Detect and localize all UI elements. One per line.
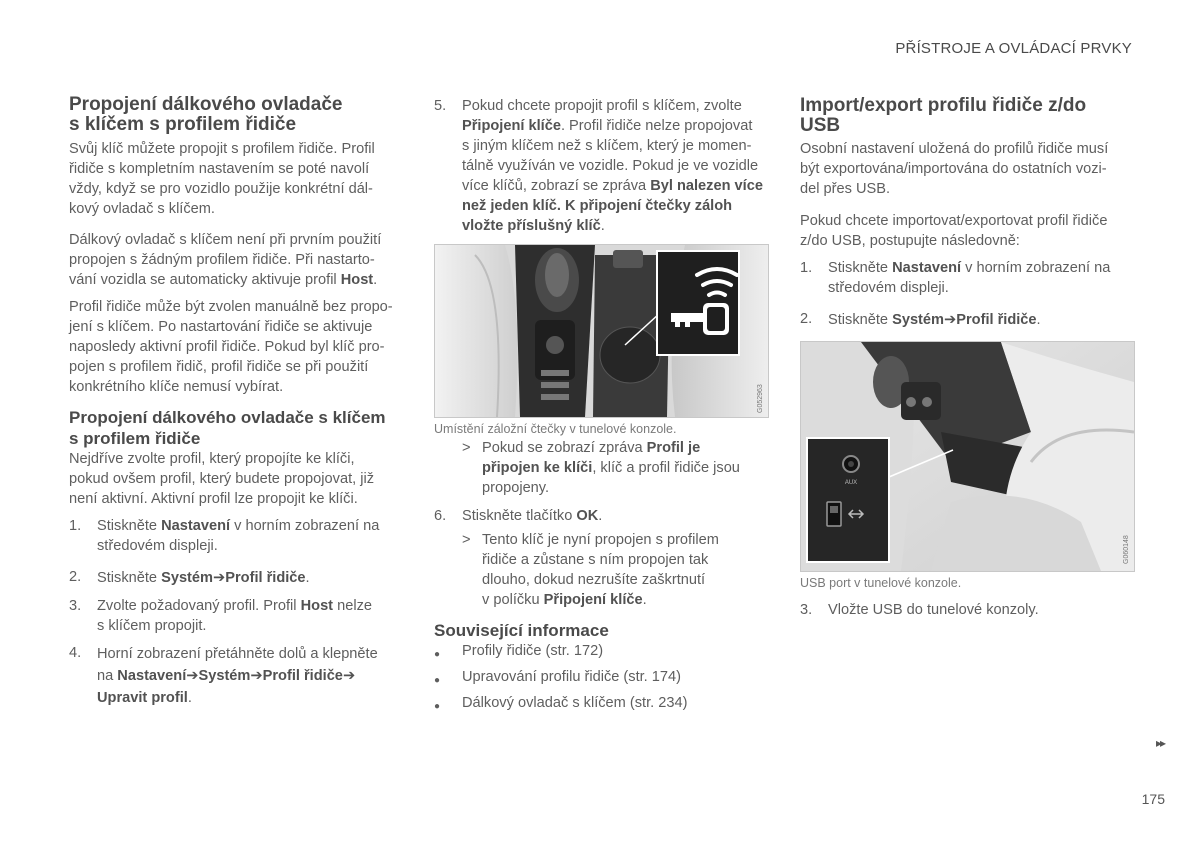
text-line: Tento klíč je nyní propojen s profilem (482, 532, 719, 548)
related-link-1[interactable] (434, 641, 769, 661)
paragraph-manual (69, 297, 404, 397)
text-line: Profil řidiče může být zvolen manuálně bez propo- (69, 299, 393, 315)
text-line: Osobní nastavení uložená do profilů řidiče musí (800, 141, 1109, 157)
text-line: . (600, 218, 605, 234)
text-line: v políčku (482, 592, 544, 608)
step-text: Vložte USB do tunelové konzoly. (828, 602, 1039, 618)
text-line: s jiným klíčem než s klíčem, který je momen- (462, 138, 752, 154)
subsection-title (69, 407, 386, 449)
text-line: řidiče s kompletním nastavením se poté navolí (69, 161, 370, 177)
step-number: 1. (800, 260, 813, 276)
section-title (69, 95, 342, 135)
related-link-text[interactable]: Dálkový ovladač s klíčem (str. 234) (462, 695, 688, 711)
step-text (97, 516, 379, 556)
text-line: , klíč a profil řidiče jsou (592, 460, 740, 476)
bold-term: OK (576, 508, 599, 524)
paragraph-intro (69, 139, 404, 219)
bullet-icon: ● (434, 675, 441, 686)
text-line: del přes USB. (800, 181, 891, 197)
text-line: Dálkový ovladač s klíčem není při prvním použití (69, 232, 382, 248)
bullet-icon: ● (434, 701, 441, 712)
text-line: jení s klíčem. Po nastartování řidiče se aktivuje (69, 319, 373, 335)
step-number: 3. (800, 602, 813, 618)
step-text (97, 596, 372, 636)
bold-term: Systém (161, 570, 214, 586)
usb-step-3 (800, 600, 1135, 622)
aux-label: AUX (844, 480, 858, 486)
related-link-2[interactable] (434, 667, 769, 687)
bold-term: než jeden klíč. K připojení čtečky záloh (462, 198, 733, 214)
image-caption: Umístění záložní čtečky v tunelové konzole. (434, 422, 677, 436)
result-text (482, 438, 740, 498)
step-text (462, 506, 602, 526)
backup-reader-photo (434, 244, 769, 418)
step-1 (69, 516, 404, 558)
bold-term: Nastavení (892, 260, 962, 276)
step-6 (434, 506, 769, 528)
usb-step-2 (800, 309, 1135, 331)
text-line: Zvolte požadovaný profil. Profil (97, 598, 301, 614)
text-line: vání vozidla se automaticky aktivuje profil (69, 272, 341, 288)
text-line: být exportována/importována do ostatních vozi- (800, 161, 1107, 177)
bold-term: Host (300, 598, 334, 614)
bold-term: Profil řidiče (956, 312, 1037, 328)
step-5 (434, 96, 769, 236)
text-line: Nejdříve zvolte profil, který propojíte ke klíči, (69, 451, 355, 467)
step-number: 3. (69, 598, 82, 614)
result-marker: > (462, 440, 471, 456)
arrow-icon: ➔ (944, 312, 957, 328)
bold-term: Host (340, 272, 374, 288)
text-line: není aktivní. Aktivní profil lze propojit ke klíči. (69, 491, 358, 507)
step-number: 5. (434, 98, 447, 114)
page-number: 175 (1141, 791, 1165, 807)
text-line: nelze (333, 598, 372, 614)
bold-term: Systém (892, 312, 945, 328)
text-line: . (373, 272, 378, 288)
text-line: středovém displeji. (97, 538, 218, 554)
text-line: dlouho, dokud nezrušíte zaškrtnutí (482, 572, 706, 588)
text-line: . (187, 690, 192, 706)
step-4 (69, 643, 404, 707)
related-link-3[interactable] (434, 693, 769, 713)
result-marker: > (462, 532, 471, 548)
next-page-icon[interactable]: ▸▸ (1155, 736, 1164, 750)
text-line: pokud ovšem profil, který budete propojovat, již (69, 471, 375, 487)
step-2 (69, 567, 404, 589)
image-code: G052963 (757, 384, 764, 413)
text-line: . (1036, 312, 1041, 328)
step-number: 4. (69, 645, 82, 661)
bold-term: Byl nalezen více (650, 178, 763, 194)
section-header: PŘÍSTROJE A OVLÁDACÍ PRVKY (895, 40, 1132, 57)
bold-term: Upravit profil (97, 690, 188, 706)
text-line: Stiskněte (97, 518, 162, 534)
related-info-title: Související informace (434, 621, 609, 640)
bold-term: Nastavení (117, 668, 187, 684)
text-line: konkrétního klíče nemusí vybírat. (69, 379, 284, 395)
related-link-text[interactable]: Upravování profilu řidiče (str. 174) (462, 669, 681, 685)
bold-term: Profil řidiče (225, 570, 306, 586)
text-line: řidiče a zůstane s ním propojen tak (482, 552, 709, 568)
step-text (97, 568, 310, 588)
text-line: . (598, 508, 603, 524)
text-line: Stiskněte (828, 312, 893, 328)
text-line: v horním zobrazení na (961, 260, 1111, 276)
step-text (97, 643, 378, 709)
step-number: 2. (69, 569, 82, 585)
usb-section-title (800, 96, 1086, 136)
text-line: s klíčem propojit. (97, 618, 207, 634)
text-line: vždy, když se pro vozidlo použije konkrétní dál- (69, 181, 373, 197)
usb-port-photo (800, 341, 1135, 572)
bold-term: vložte příslušný klíč (462, 218, 601, 234)
text-line: . Profil řidiče nelze propojovat (560, 118, 753, 134)
result-2 (462, 530, 772, 612)
text-line: propojen s žádným profilem řidiče. Při nastarto- (69, 252, 375, 268)
arrow-icon: ➔ (213, 570, 226, 586)
text-line: Pokud chcete importovat/exportovat profil řidiče (800, 213, 1108, 229)
bold-term: připojen ke klíči (482, 460, 593, 476)
arrow-icon: ➔ (342, 668, 356, 684)
text-line: propojeny. (482, 480, 550, 496)
section-title-line-2: USB (800, 115, 841, 136)
text-line: z/do USB, postupujte následovně: (800, 233, 1020, 249)
text-line: naposledy aktivní profil řidiče. Pokud byl klíč pro- (69, 339, 385, 355)
console-illustration (435, 245, 768, 417)
step-3 (69, 596, 404, 638)
text-line: Stiskněte (97, 570, 162, 586)
paragraph-first-use (69, 230, 404, 290)
step-text (462, 96, 763, 236)
bold-term: Nastavení (161, 518, 231, 534)
text-line: Pokud se zobrazí zpráva (482, 440, 647, 456)
text-line: . (642, 592, 647, 608)
arrow-icon: ➔ (250, 668, 263, 684)
step-number: 6. (434, 508, 447, 524)
text-line: kový ovladač s klíčem. (69, 201, 215, 217)
subsection-title-line-1: Propojení dálkového ovladače s klíčem (69, 408, 386, 427)
bold-term: Připojení klíče (462, 118, 561, 134)
result-text (482, 530, 719, 610)
text-line: na (97, 668, 118, 684)
usb-console-illustration (801, 342, 1134, 571)
arrow-icon: ➔ (186, 668, 199, 684)
image-code: G060148 (1123, 535, 1130, 564)
section-title-line-2: s klíčem s profilem řidiče (69, 114, 297, 135)
related-link-text[interactable]: Profily řidiče (str. 172) (462, 643, 604, 659)
step-text (828, 310, 1041, 330)
text-line: . (305, 570, 310, 586)
section-title-line-1: Import/export profilu řidiče z/do (800, 95, 1087, 116)
paragraph-usb-intro (800, 139, 1135, 199)
text-line: středovém displeji. (828, 280, 949, 296)
text-line: tálně využíván ve vozidle. Pokud je ve vozidle (462, 158, 759, 174)
text-line: v horním zobrazení na (230, 518, 380, 534)
text-line: Pokud chcete propojit profil s klíčem, zvolte (462, 98, 742, 114)
step-text (828, 258, 1110, 298)
section-title-line-1: Propojení dálkového ovladače (69, 94, 343, 115)
subsection-title-line-2: s profilem řidiče (69, 429, 201, 448)
result-1 (462, 438, 772, 500)
bullet-icon: ● (434, 649, 441, 660)
paragraph-link-steps (69, 449, 404, 509)
usb-step-1 (800, 258, 1135, 300)
text-line: Svůj klíč můžete propojit s profilem řidiče. Profil (69, 141, 375, 157)
text-line: Stiskněte tlačítko (462, 508, 577, 524)
text-line: Horní zobrazení přetáhněte dolů a klepněte (97, 646, 378, 662)
paragraph-usb-steps (800, 211, 1135, 251)
text-line: pojen s profilem řidič, profil řidiče se při použití (69, 359, 369, 375)
text-line: Stiskněte (828, 260, 893, 276)
text-line: více klíčů, zobrazí se zpráva (462, 178, 651, 194)
step-number: 1. (69, 518, 82, 534)
image-caption: USB port v tunelové konzole. (800, 576, 962, 590)
bold-term: Připojení klíče (543, 592, 643, 608)
bold-term: Systém (198, 668, 251, 684)
bold-term: Profil je (646, 440, 701, 456)
bold-term: Profil řidiče (262, 668, 343, 684)
step-number: 2. (800, 311, 813, 327)
